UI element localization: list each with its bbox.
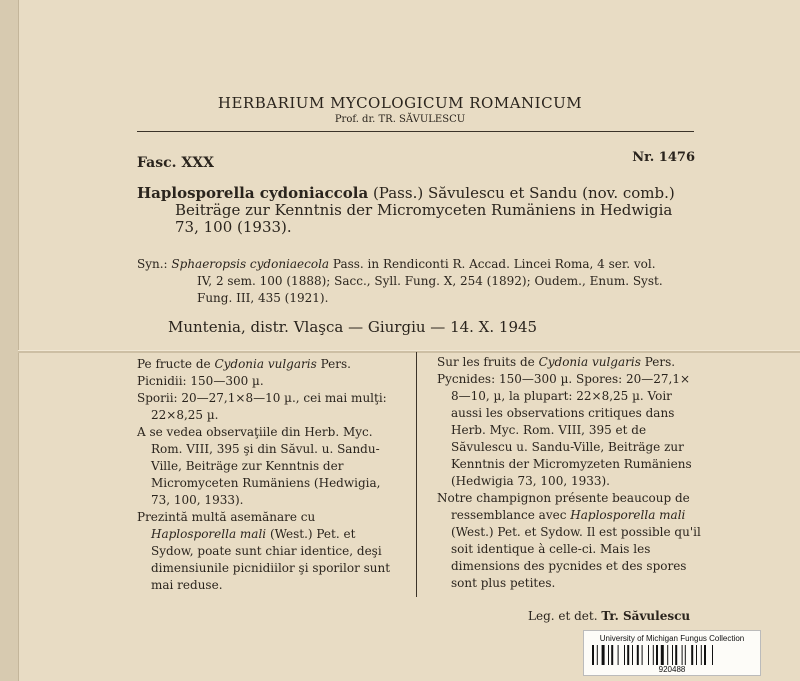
fascicle-label: Fasc. XXX bbox=[137, 155, 214, 171]
species-authority: (Pass.) Săvulescu et Sandu (nov. comb.) bbox=[372, 184, 675, 202]
host-line bbox=[137, 356, 399, 373]
collection-name: University of Michigan Fungus Collection bbox=[599, 634, 745, 643]
synonym-name: Sphaeropsis cydoniaecola bbox=[171, 257, 330, 271]
similar-suffix-fr: (West.) Pet. et Sydow. Il est possible qu'il soit identique à celle-ci. Mais les dimensions des pycnides et des spores sont plus petites. bbox=[451, 525, 701, 590]
barcode-bar bbox=[653, 645, 654, 665]
species-citation-line-2: 73, 100 (1933). bbox=[175, 218, 292, 236]
barcode-bar bbox=[656, 645, 658, 665]
barcode-bar bbox=[608, 645, 609, 665]
collector-line bbox=[528, 609, 690, 623]
specimen-number: Nr. 1476 bbox=[632, 150, 695, 165]
barcode-bar bbox=[704, 645, 706, 665]
barcode-bar bbox=[597, 645, 598, 665]
herbarium-title: HERBARIUM MYCOLOGICUM ROMANICUM bbox=[217, 94, 583, 112]
synonym-block bbox=[137, 256, 697, 307]
host-prefix-fr: Sur les fruits de bbox=[437, 355, 535, 369]
locality: Muntenia, distr. Vlaşca — Giurgiu — 14. X. 1945 bbox=[168, 318, 538, 336]
sporii-text: Sporii: 20—27,1×8—10 µ., cei mai mulţi: 22×8,25 µ. bbox=[137, 391, 387, 422]
similarity-text bbox=[137, 509, 399, 594]
barcode-bar bbox=[661, 645, 664, 665]
catalog-label bbox=[583, 630, 761, 676]
barcode-bar bbox=[712, 645, 713, 665]
barcode-bar bbox=[627, 645, 629, 665]
species-block bbox=[137, 185, 697, 236]
collector-name: Tr. Săvulescu bbox=[601, 609, 691, 623]
observatii-text: A se vedea observaţiile din Herb. Myc. Rom. VIII, 395 şi din Săvul. u. Sandu-Ville, Beiträge zur Kenntnis der Micromyceten Rumäniens (Hedwigia, 73, 100, 1933). bbox=[137, 425, 381, 507]
species-name: Haplosporella cydoniaccola bbox=[137, 184, 369, 202]
barcode-bar bbox=[618, 645, 619, 665]
barcode-bar bbox=[691, 645, 693, 665]
barcode-number: 920488 bbox=[658, 665, 686, 674]
barcode-bar bbox=[602, 645, 605, 665]
barcode-bar bbox=[624, 645, 625, 665]
french-description bbox=[437, 354, 701, 592]
collector-prefix: Leg. et det. bbox=[528, 609, 598, 623]
similarity-text-fr bbox=[437, 490, 701, 592]
similar-name: Haplosporella mali bbox=[151, 527, 267, 541]
host-name: Cydonia vulgaris bbox=[214, 357, 317, 371]
picnidii-text: Picnidii: 150—300 µ. bbox=[137, 374, 264, 388]
header-divider bbox=[137, 131, 694, 132]
synonym-line-3: Fung. III, 435 (1921). bbox=[197, 291, 329, 305]
host-suffix-fr: Pers. bbox=[644, 355, 676, 369]
barcode-icon bbox=[592, 645, 752, 665]
host-prefix: Pe fructe de bbox=[137, 357, 211, 371]
similar-suffix: (West.) Pet. et Sydow, poate sunt chiar identice, deşi dimensiunile picnidiilor şi sporilor sunt mai reduse. bbox=[151, 527, 391, 592]
barcode-bar bbox=[675, 645, 677, 665]
similar-prefix-fr: Notre champignon présente beaucoup de ressemblance avec bbox=[437, 491, 690, 522]
pycnides-text: Pycnides: 150—300 µ. Spores: 20—27,1× 8—10, µ, la plupart: 22×8,25 µ. Voir aussi les observations critiques dans Herb. Myc. Rom. VIII, 395 et de Săvulescu u. Sandu-Ville, Beiträge zur Kenntnis der Micromyzeten Rumäniens (Hedwigia 73, 100, 1933). bbox=[437, 372, 692, 488]
barcode-bar bbox=[648, 645, 649, 665]
barcode-bar bbox=[632, 645, 633, 665]
host-suffix: Pers. bbox=[320, 357, 351, 371]
barcode-bar bbox=[701, 645, 702, 665]
barcode-bar bbox=[611, 645, 613, 665]
species-citation-line-1: Beiträge zur Kenntnis der Micromyceten Rumäniens in Hedwigia bbox=[175, 201, 673, 219]
synonym-prefix: Syn.: bbox=[137, 257, 168, 271]
barcode-bar bbox=[637, 645, 639, 665]
barcode-bar bbox=[672, 645, 673, 665]
romanian-description bbox=[137, 356, 399, 594]
synonym-line-2: IV, 2 sem. 100 (1888); Sacc., Syll. Fung. X, 254 (1892); Oudem., Enum. Syst. bbox=[197, 274, 663, 288]
barcode-bar bbox=[696, 645, 697, 665]
barcode-bar bbox=[685, 645, 686, 665]
fold-line bbox=[18, 350, 800, 353]
column-divider bbox=[416, 352, 417, 597]
barcode-bar bbox=[682, 645, 683, 665]
similar-prefix: Prezintă multă asemănare cu bbox=[137, 510, 316, 524]
barcode-bar bbox=[592, 645, 594, 665]
barcode-bar bbox=[642, 645, 643, 665]
barcode-bar bbox=[667, 645, 668, 665]
similar-name-fr: Haplosporella mali bbox=[570, 508, 686, 522]
herbarium-subtitle: Prof. dr. TR. SĂVULESCU bbox=[334, 114, 466, 125]
host-line-fr bbox=[437, 354, 701, 371]
host-name-fr: Cydonia vulgaris bbox=[538, 355, 641, 369]
synonym-line-1: Pass. in Rendiconti R. Accad. Lincei Roma, 4 ser. vol. bbox=[332, 257, 656, 271]
